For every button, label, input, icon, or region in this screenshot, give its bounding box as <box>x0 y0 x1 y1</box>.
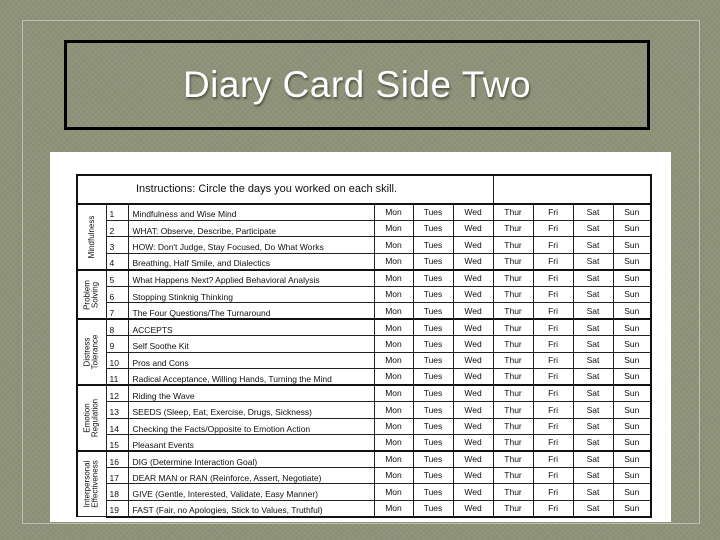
day-cell-thur[interactable]: Thur <box>493 402 533 418</box>
day-cell-mon[interactable]: Mon <box>374 468 413 484</box>
day-cell-sun[interactable]: Sun <box>613 352 651 368</box>
skill-number: 11 <box>106 369 128 385</box>
header-blank-cell <box>493 175 651 204</box>
day-cell-sun[interactable]: Sun <box>613 303 651 319</box>
day-cell-sun[interactable]: Sun <box>613 435 651 451</box>
day-cell-fri[interactable]: Fri <box>533 286 573 302</box>
day-cell-wed[interactable]: Wed <box>453 270 493 286</box>
day-cell-sun[interactable]: Sun <box>613 369 651 385</box>
day-cell-sun[interactable]: Sun <box>613 204 651 220</box>
skill-number: 16 <box>106 451 128 467</box>
category-label-line: Mindfulness <box>86 215 96 259</box>
day-cell-sat[interactable]: Sat <box>573 402 613 418</box>
day-cell-sat[interactable]: Sat <box>573 253 613 269</box>
skill-number: 2 <box>106 220 128 236</box>
day-cell-wed[interactable]: Wed <box>453 418 493 434</box>
day-cell-sat[interactable]: Sat <box>573 352 613 368</box>
day-cell-tues[interactable]: Tues <box>413 385 453 401</box>
day-cell-wed[interactable]: Wed <box>453 468 493 484</box>
skill-number: 14 <box>106 418 128 434</box>
day-cell-sun[interactable]: Sun <box>613 500 651 516</box>
day-cell-thur[interactable]: Thur <box>493 435 533 451</box>
skill-name: Checking the Facts/Opposite to Emotion Action <box>128 418 374 434</box>
table-row <box>77 500 651 516</box>
table-row <box>77 468 651 484</box>
day-cell-sun[interactable]: Sun <box>613 237 651 253</box>
day-cell-sun[interactable]: Sun <box>613 319 651 335</box>
day-cell-tues[interactable]: Tues <box>413 286 453 302</box>
day-cell-fri[interactable]: Fri <box>533 402 573 418</box>
day-cell-fri[interactable]: Fri <box>533 237 573 253</box>
day-cell-fri[interactable]: Fri <box>533 468 573 484</box>
category-label <box>83 399 100 437</box>
day-cell-thur[interactable]: Thur <box>493 451 533 467</box>
day-cell-mon[interactable]: Mon <box>374 270 413 286</box>
day-cell-fri[interactable]: Fri <box>533 435 573 451</box>
day-cell-mon[interactable]: Mon <box>374 220 413 236</box>
day-cell-fri[interactable]: Fri <box>533 352 573 368</box>
table-row <box>77 253 651 269</box>
day-cell-fri[interactable]: Fri <box>533 418 573 434</box>
day-cell-mon[interactable]: Mon <box>374 286 413 302</box>
table-row <box>77 402 651 418</box>
skill-name: Mindfulness and Wise Mind <box>128 204 374 220</box>
day-cell-sat[interactable]: Sat <box>573 286 613 302</box>
day-cell-sat[interactable]: Sat <box>573 468 613 484</box>
day-cell-tues[interactable]: Tues <box>413 253 453 269</box>
day-cell-tues[interactable]: Tues <box>413 418 453 434</box>
day-cell-sat[interactable]: Sat <box>573 451 613 467</box>
category-label-line: Tolerance <box>90 334 100 370</box>
category-label-line: Effectiveness <box>90 460 100 508</box>
category-label-line: Regulation <box>90 398 100 438</box>
day-cell-wed[interactable]: Wed <box>453 253 493 269</box>
table-row <box>77 270 651 286</box>
day-cell-sat[interactable]: Sat <box>573 220 613 236</box>
day-cell-mon[interactable]: Mon <box>374 451 413 467</box>
day-cell-mon[interactable]: Mon <box>374 352 413 368</box>
day-cell-tues[interactable]: Tues <box>413 402 453 418</box>
skill-number: 12 <box>106 385 128 401</box>
day-cell-mon[interactable]: Mon <box>374 484 413 500</box>
category-label-line: Emotion <box>82 403 92 433</box>
day-cell-wed[interactable]: Wed <box>453 303 493 319</box>
day-cell-wed[interactable]: Wed <box>453 402 493 418</box>
day-cell-thur[interactable]: Thur <box>493 286 533 302</box>
day-cell-tues[interactable]: Tues <box>413 220 453 236</box>
day-cell-mon[interactable]: Mon <box>374 336 413 352</box>
day-cell-wed[interactable]: Wed <box>453 286 493 302</box>
skill-name: Stopping Stinknig Thinking <box>128 286 374 302</box>
skill-name: Self Soothe Kit <box>128 336 374 352</box>
skill-name: Pleasant Events <box>128 435 374 451</box>
skill-number: 8 <box>106 319 128 335</box>
skill-number: 19 <box>106 500 128 516</box>
day-cell-sat[interactable]: Sat <box>573 204 613 220</box>
skill-number: 4 <box>106 253 128 269</box>
table-row <box>77 435 651 451</box>
table-row <box>77 319 651 335</box>
day-cell-tues[interactable]: Tues <box>413 237 453 253</box>
skill-number: 5 <box>106 270 128 286</box>
skill-name: FAST (Fair, no Apologies, Stick to Values, Truthful) <box>128 500 374 516</box>
day-cell-sun[interactable]: Sun <box>613 336 651 352</box>
day-cell-fri[interactable]: Fri <box>533 270 573 286</box>
day-cell-mon[interactable]: Mon <box>374 418 413 434</box>
table-row <box>77 418 651 434</box>
category-label-line: Distress <box>82 337 92 367</box>
day-cell-sun[interactable]: Sun <box>613 270 651 286</box>
day-cell-mon[interactable]: Mon <box>374 237 413 253</box>
skill-number: 9 <box>106 336 128 352</box>
table-row <box>77 237 651 253</box>
day-cell-tues[interactable]: Tues <box>413 303 453 319</box>
skill-name: HOW: Don't Judge, Stay Focused, Do What Works <box>128 237 374 253</box>
day-cell-fri[interactable]: Fri <box>533 319 573 335</box>
skill-name: Radical Acceptance, Willing Hands, Turning the Mind <box>128 369 374 385</box>
day-cell-wed[interactable]: Wed <box>453 484 493 500</box>
day-cell-fri[interactable]: Fri <box>533 204 573 220</box>
day-cell-wed[interactable]: Wed <box>453 369 493 385</box>
category-cell <box>77 270 106 319</box>
day-cell-mon[interactable]: Mon <box>374 500 413 516</box>
day-cell-sun[interactable]: Sun <box>613 451 651 467</box>
day-cell-thur[interactable]: Thur <box>493 385 533 401</box>
day-cell-sun[interactable]: Sun <box>613 402 651 418</box>
skill-name: Pros and Cons <box>128 352 374 368</box>
day-cell-tues[interactable]: Tues <box>413 369 453 385</box>
day-cell-thur[interactable]: Thur <box>493 253 533 269</box>
day-cell-sun[interactable]: Sun <box>613 385 651 401</box>
table-row <box>77 204 651 220</box>
day-cell-fri[interactable]: Fri <box>533 336 573 352</box>
day-cell-wed[interactable]: Wed <box>453 451 493 467</box>
day-cell-thur[interactable]: Thur <box>493 500 533 516</box>
day-cell-thur[interactable]: Thur <box>493 303 533 319</box>
category-label-line: Problem <box>82 279 92 310</box>
skill-number: 1 <box>106 204 128 220</box>
day-cell-thur[interactable]: Thur <box>493 369 533 385</box>
table-row <box>77 336 651 352</box>
day-cell-thur[interactable]: Thur <box>493 319 533 335</box>
day-cell-tues[interactable]: Tues <box>413 500 453 516</box>
day-cell-thur[interactable]: Thur <box>493 237 533 253</box>
day-cell-tues[interactable]: Tues <box>413 270 453 286</box>
day-cell-fri[interactable]: Fri <box>533 369 573 385</box>
day-cell-sat[interactable]: Sat <box>573 319 613 335</box>
day-cell-sun[interactable]: Sun <box>613 253 651 269</box>
day-cell-sat[interactable]: Sat <box>573 369 613 385</box>
table-row <box>77 286 651 302</box>
day-cell-mon[interactable]: Mon <box>374 319 413 335</box>
day-cell-sun[interactable]: Sun <box>613 220 651 236</box>
skill-number: 17 <box>106 468 128 484</box>
category-cell <box>77 204 106 270</box>
skill-name: ACCEPTS <box>128 319 374 335</box>
day-cell-sun[interactable]: Sun <box>613 286 651 302</box>
day-cell-tues[interactable]: Tues <box>413 484 453 500</box>
skill-number: 10 <box>106 352 128 368</box>
skill-name: What Happens Next? Applied Behavioral Analysis <box>128 270 374 286</box>
day-cell-thur[interactable]: Thur <box>493 352 533 368</box>
day-cell-fri[interactable]: Fri <box>533 484 573 500</box>
diary-card <box>50 152 671 522</box>
day-cell-tues[interactable]: Tues <box>413 336 453 352</box>
day-cell-wed[interactable]: Wed <box>453 204 493 220</box>
day-cell-wed[interactable]: Wed <box>453 336 493 352</box>
category-label <box>83 280 100 310</box>
day-cell-tues[interactable]: Tues <box>413 468 453 484</box>
skill-number: 7 <box>106 303 128 319</box>
day-cell-sat[interactable]: Sat <box>573 336 613 352</box>
category-cell <box>77 319 106 385</box>
skill-name: DIG (Determine Interaction Goal) <box>128 451 374 467</box>
day-cell-thur[interactable]: Thur <box>493 468 533 484</box>
day-cell-mon[interactable]: Mon <box>374 385 413 401</box>
day-cell-sun[interactable]: Sun <box>613 418 651 434</box>
skill-name: GIVE (Gentle, Interested, Validate, Easy Manner) <box>128 484 374 500</box>
day-cell-tues[interactable]: Tues <box>413 352 453 368</box>
day-cell-tues[interactable]: Tues <box>413 451 453 467</box>
category-label <box>88 216 96 259</box>
day-cell-thur[interactable]: Thur <box>493 204 533 220</box>
day-cell-sun[interactable]: Sun <box>613 484 651 500</box>
skill-name: Riding the Wave <box>128 385 374 401</box>
day-cell-mon[interactable]: Mon <box>374 369 413 385</box>
title-box <box>64 40 650 130</box>
category-label-line: Solving <box>90 281 100 308</box>
day-cell-fri[interactable]: Fri <box>533 253 573 269</box>
day-cell-thur[interactable]: Thur <box>493 484 533 500</box>
day-cell-mon[interactable]: Mon <box>374 402 413 418</box>
day-cell-fri[interactable]: Fri <box>533 303 573 319</box>
skill-number: 18 <box>106 484 128 500</box>
day-cell-sat[interactable]: Sat <box>573 270 613 286</box>
table-row <box>77 220 651 236</box>
day-cell-wed[interactable]: Wed <box>453 385 493 401</box>
day-cell-sat[interactable]: Sat <box>573 500 613 516</box>
day-cell-sat[interactable]: Sat <box>573 418 613 434</box>
day-cell-mon[interactable]: Mon <box>374 204 413 220</box>
skill-number: 13 <box>106 402 128 418</box>
instructions-text: Instructions: Circle the days you worked on each skill. <box>77 175 493 204</box>
table-row <box>77 451 651 467</box>
skill-number: 15 <box>106 435 128 451</box>
table-row <box>77 303 651 319</box>
day-cell-fri[interactable]: Fri <box>533 451 573 467</box>
day-cell-fri[interactable]: Fri <box>533 220 573 236</box>
skill-name: The Four Questions/The Turnaround <box>128 303 374 319</box>
day-cell-sat[interactable]: Sat <box>573 484 613 500</box>
day-cell-thur[interactable]: Thur <box>493 336 533 352</box>
skill-name: DEAR MAN or RAN (Reinforce, Assert, Negotiate) <box>128 468 374 484</box>
slide-title: Diary Card Side Two <box>182 64 532 105</box>
day-cell-fri[interactable]: Fri <box>533 385 573 401</box>
day-cell-tues[interactable]: Tues <box>413 319 453 335</box>
category-cell <box>77 451 106 517</box>
day-cell-sat[interactable]: Sat <box>573 435 613 451</box>
skills-table <box>76 174 652 518</box>
skill-number: 6 <box>106 286 128 302</box>
category-label <box>83 461 100 508</box>
category-label <box>83 335 100 370</box>
day-cell-sat[interactable]: Sat <box>573 237 613 253</box>
skill-name: WHAT: Observe, Describe, Participate <box>128 220 374 236</box>
day-cell-tues[interactable]: Tues <box>413 435 453 451</box>
category-label-line: Interpersonal <box>82 460 92 508</box>
day-cell-wed[interactable]: Wed <box>453 220 493 236</box>
table-row <box>77 385 651 401</box>
day-cell-thur[interactable]: Thur <box>493 418 533 434</box>
day-cell-fri[interactable]: Fri <box>533 500 573 516</box>
table-row <box>77 369 651 385</box>
day-cell-thur[interactable]: Thur <box>493 220 533 236</box>
day-cell-tues[interactable]: Tues <box>413 204 453 220</box>
day-cell-mon[interactable]: Mon <box>374 253 413 269</box>
table-row <box>77 352 651 368</box>
day-cell-wed[interactable]: Wed <box>453 237 493 253</box>
instructions-row <box>77 175 651 204</box>
day-cell-mon[interactable]: Mon <box>374 303 413 319</box>
category-cell <box>77 385 106 451</box>
day-cell-thur[interactable]: Thur <box>493 270 533 286</box>
day-cell-wed[interactable]: Wed <box>453 319 493 335</box>
day-cell-sat[interactable]: Sat <box>573 385 613 401</box>
table-row <box>77 484 651 500</box>
day-cell-wed[interactable]: Wed <box>453 352 493 368</box>
skill-name: Breathing, Half Smile, and Dialectics <box>128 253 374 269</box>
day-cell-mon[interactable]: Mon <box>374 435 413 451</box>
day-cell-sun[interactable]: Sun <box>613 468 651 484</box>
day-cell-sat[interactable]: Sat <box>573 303 613 319</box>
skill-number: 3 <box>106 237 128 253</box>
day-cell-wed[interactable]: Wed <box>453 435 493 451</box>
day-cell-wed[interactable]: Wed <box>453 500 493 516</box>
skill-name: SEEDS (Sleep, Eat, Exercise, Drugs, Sickness) <box>128 402 374 418</box>
